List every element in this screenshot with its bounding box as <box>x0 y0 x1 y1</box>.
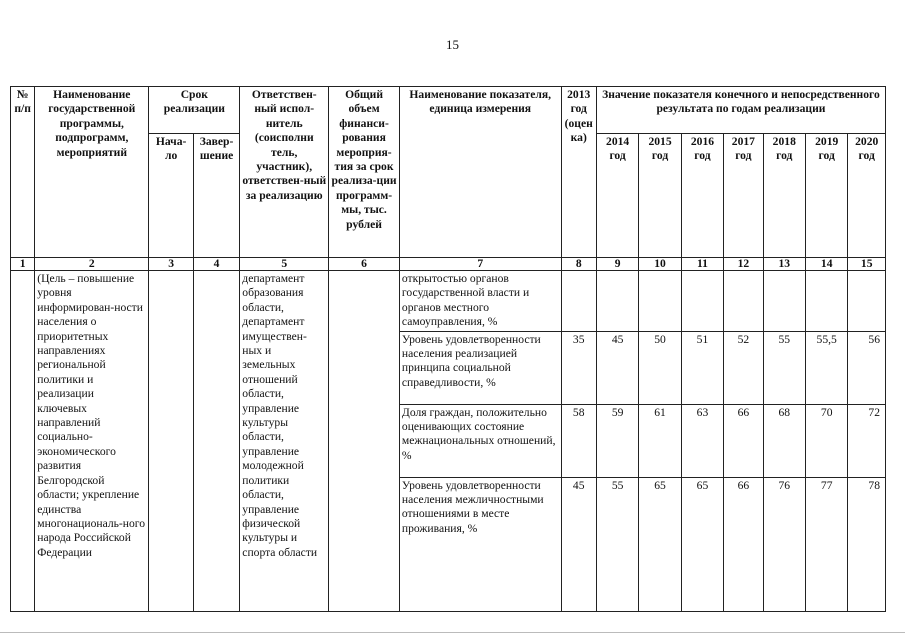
indicator-value <box>561 271 596 332</box>
column-number: 5 <box>240 258 329 271</box>
header-executor: Ответствен-ный испол-нитель (соисполни тель, участник), ответствен-ный за реализацию <box>240 87 329 258</box>
indicator-value: 63 <box>681 404 723 477</box>
column-number: 7 <box>399 258 561 271</box>
end-cell <box>193 271 239 612</box>
column-number: 15 <box>848 258 886 271</box>
header-indicator-name: Наименование показателя, единица измерения <box>399 87 561 258</box>
indicator-value: 66 <box>724 477 763 611</box>
financing-cell <box>329 271 400 612</box>
header-year: 2019 год <box>805 134 847 258</box>
indicator-value: 70 <box>805 404 847 477</box>
indicator-name: открытостью органов государственной власти и органов местного самоуправления, % <box>399 271 561 332</box>
header-start: Нача-ло <box>149 134 193 258</box>
header-end: Завер-шение <box>193 134 239 258</box>
indicator-value: 61 <box>639 404 681 477</box>
indicator-value: 50 <box>639 331 681 404</box>
indicator-value <box>639 271 681 332</box>
indicator-name: Уровень удовлетворенности населения межличностными отношениями в месте проживания, % <box>399 477 561 611</box>
header-year: 2014 год <box>596 134 638 258</box>
header-year: 2017 год <box>724 134 763 258</box>
indicator-value: 52 <box>724 331 763 404</box>
column-number: 3 <box>149 258 193 271</box>
indicator-value <box>596 271 638 332</box>
header-values: Значение показателя конечного и непосредственного результата по годам реализации <box>596 87 885 134</box>
header-program-name: Наименование государственной программы, подпрограмм, мероприятий <box>35 87 149 258</box>
column-number: 12 <box>724 258 763 271</box>
header-year: 2015 год <box>639 134 681 258</box>
column-number: 8 <box>561 258 596 271</box>
indicators-table <box>10 86 886 612</box>
indicator-value: 66 <box>724 404 763 477</box>
indicator-value <box>681 271 723 332</box>
indicator-value: 35 <box>561 331 596 404</box>
column-numbers-row <box>11 258 886 271</box>
indicator-value: 56 <box>848 331 886 404</box>
indicator-value: 55 <box>763 331 805 404</box>
row-number-cell <box>11 271 35 612</box>
indicator-value: 55 <box>596 477 638 611</box>
column-number: 14 <box>805 258 847 271</box>
program-goal-cell: (Цель – повышение уровня информирован-ности населения о приоритетных направлениях региональной политики и реализации ключевых направлений социально-экономического развития Белгородской области; укрепление единства многонациональ-ного народа Российской Федерации <box>35 271 149 612</box>
column-number: 2 <box>35 258 149 271</box>
column-number: 9 <box>596 258 638 271</box>
start-cell <box>149 271 193 612</box>
indicator-value: 72 <box>848 404 886 477</box>
header-financing: Общий объем финанси-рования мероприя-тия за срок реализа-ции программ-мы, тыс. рублей <box>329 87 400 258</box>
executor-cell: департамент образования области, департамент имуществен-ных и земельных отношений области, управление культуры области, управление молодежной политики области, управление физической культуры и спорта области <box>240 271 329 612</box>
indicator-value: 55,5 <box>805 331 847 404</box>
table-row <box>11 271 886 332</box>
indicator-value: 65 <box>681 477 723 611</box>
indicator-value <box>724 271 763 332</box>
indicator-value: 77 <box>805 477 847 611</box>
column-number: 4 <box>193 258 239 271</box>
indicator-value: 58 <box>561 404 596 477</box>
indicator-name: Доля граждан, положительно оценивающих состояние межнациональных отношений, % <box>399 404 561 477</box>
indicator-value: 45 <box>561 477 596 611</box>
header-period: Срок реализации <box>149 87 240 134</box>
column-number: 6 <box>329 258 400 271</box>
column-number: 13 <box>763 258 805 271</box>
header-number: № п/п <box>11 87 35 258</box>
indicator-value: 51 <box>681 331 723 404</box>
column-number: 11 <box>681 258 723 271</box>
indicator-value <box>805 271 847 332</box>
page-number: 15 <box>446 37 459 52</box>
column-number: 1 <box>11 258 35 271</box>
header-year: 2018 год <box>763 134 805 258</box>
indicator-name: Уровень удовлетворенности населения реализацией принципа социальной справедливости, % <box>399 331 561 404</box>
scan-edge <box>0 632 905 633</box>
indicator-value: 78 <box>848 477 886 611</box>
indicator-value: 68 <box>763 404 805 477</box>
indicator-value: 45 <box>596 331 638 404</box>
indicator-value: 76 <box>763 477 805 611</box>
header-year: 2020 год <box>848 134 886 258</box>
indicator-value: 65 <box>639 477 681 611</box>
header-year: 2016 год <box>681 134 723 258</box>
indicator-value: 59 <box>596 404 638 477</box>
indicator-value <box>763 271 805 332</box>
header-2013: 2013 год (оцен ка) <box>561 87 596 258</box>
indicator-value <box>848 271 886 332</box>
column-number: 10 <box>639 258 681 271</box>
